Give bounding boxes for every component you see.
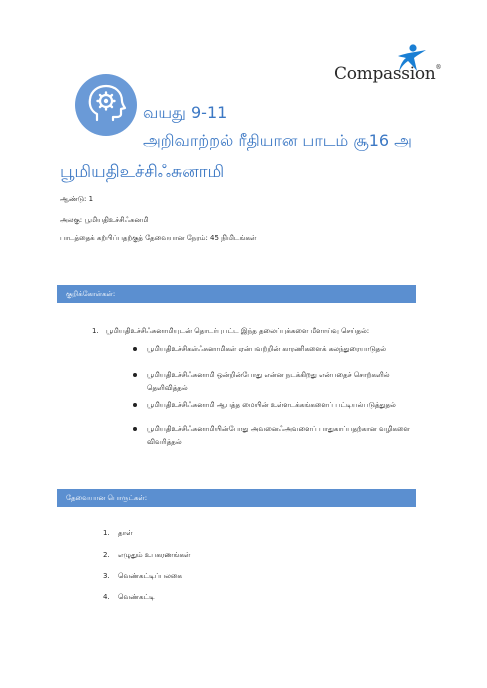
objective-bullet: பூமியதிஉச்சிஃசுனாமியின்போது அவனைஃஅவளைப் பாதுகாப்பதற்கான வழிகளை விவரித்தல் [147, 423, 415, 448]
objective-item [92, 327, 370, 336]
material-text: வெண்கட்டிப்பலகை [118, 572, 183, 580]
year-label: ஆண்டு: 1 [60, 195, 94, 203]
objectives-section-header: குறிக்கோள்கள்: [57, 285, 416, 303]
lesson-title: அறிவாற்றல் ரீதியான பாடம் சூ16 அ [143, 131, 412, 150]
unit-label: அலகு: பூமியதிஉச்சிஃசுனமி [60, 216, 149, 224]
materials-section-header: தேவையான பொருட்கள்: [57, 489, 416, 507]
list-number: 2. [103, 551, 110, 559]
material-item [103, 572, 183, 581]
brain-gear-badge [75, 74, 137, 136]
list-number: 4. [103, 593, 110, 601]
material-item [103, 551, 191, 560]
list-number: 1. [92, 327, 99, 335]
compassion-logo [334, 44, 442, 90]
list-number: 3. [103, 572, 110, 580]
objective-bullet: பூமியதிஉச்சிஃசுனாமி ஆபத்த மையின் உள்ளடக்கங்களைப் பட்டியல்படுத்துதல் [147, 399, 415, 412]
objective-text: பூமியதிஉச்சிஃசுனாமியுடன் தொடர்புபட்ட இந்த தலைப்புக்களை மீளாய்வு செய்தல்: [106, 327, 370, 335]
material-item [103, 593, 155, 602]
list-number: 1. [103, 529, 110, 537]
material-item [103, 529, 133, 538]
material-text: தாள் [118, 529, 133, 537]
objective-bullet: பூமியதிஉச்சிஃசுனாமி ஒன்றின்போது என்ன நடக்கிறது என்பதைச் சொற்களில் தெளிவித்தல் [147, 369, 415, 394]
material-text: எழுதும் உபகரணங்கள் [118, 551, 191, 559]
head-gear-icon [75, 74, 137, 136]
objective-bullet: பூமியதிஉச்சிகள்ஃசுனாமிகள் ஏன்பவற்றின் காரணிகளைக் கலந்துரையாடுதல் [147, 343, 415, 356]
material-text: வெண்கட்டி [118, 593, 155, 601]
time-required-label: பாடத்தைக் கற்பிப்பதற்குத் தேவையான நேரம்: 45 நிமிடங்கள் [60, 234, 257, 242]
topic-title: பூமியதிஉச்சிஃசுனாமி [60, 162, 225, 182]
compassion-wordmark: Compassion® [334, 64, 442, 84]
age-range-heading: வயது 9-11 [143, 103, 228, 122]
